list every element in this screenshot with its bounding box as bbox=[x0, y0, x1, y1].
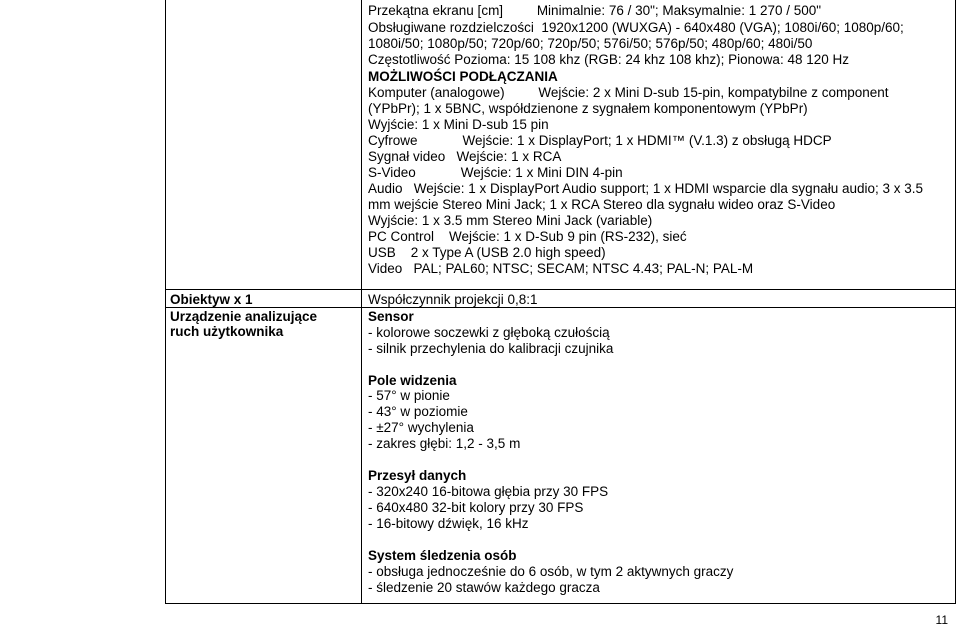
spec-line: Wyjście: 1 x 3.5 mm Stereo Mini Jack (variable) bbox=[368, 213, 653, 228]
table-right-border bbox=[955, 0, 956, 604]
list-item: - 640x480 32-bit kolory przy 30 FPS bbox=[368, 500, 584, 515]
list-item: - obsługa jednocześnie do 6 osób, w tym 2 aktywnych graczy bbox=[368, 564, 734, 579]
spec-line: mm wejście Stereo Mini Jack; 1 x RCA Stereo dla sygnału wideo oraz S-Video bbox=[368, 197, 836, 212]
row-label-urzadzenie: ruch użytkownika bbox=[170, 324, 284, 339]
section-heading: Sensor bbox=[368, 309, 414, 324]
section-heading: Przesył danych bbox=[368, 468, 467, 483]
section-heading: Pole widzenia bbox=[368, 373, 457, 388]
spec-line: Obsługiwane rozdzielczości 1920x1200 (WUXGA) - 640x480 (VGA); 1080i/60; 1080p/60; bbox=[368, 20, 904, 35]
list-item: - 43° w poziomie bbox=[368, 404, 468, 419]
list-item: - 320x240 16-bitowa głębia przy 30 FPS bbox=[368, 484, 609, 499]
list-item: - kolorowe soczewki z głęboką czułością bbox=[368, 325, 610, 340]
page-number: 11 bbox=[935, 613, 948, 627]
list-item: - silnik przechylenia do kalibracji czujnika bbox=[368, 341, 614, 356]
section-heading: System śledzenia osób bbox=[368, 548, 517, 563]
spec-line: Częstotliwość Pozioma: 15 108 khz (RGB: 24 khz 108 khz); Pionowa: 48 120 Hz bbox=[368, 52, 849, 67]
spec-line: Przekątna ekranu [cm] Minimalnie: 76 / 30"; Maksymalnie: 1 270 / 500" bbox=[368, 3, 822, 18]
table-left-border bbox=[165, 0, 166, 604]
spec-line: Video PAL; PAL60; NTSC; SECAM; NTSC 4.43; PAL-N; PAL-M bbox=[368, 261, 754, 276]
table-column-divider bbox=[361, 0, 362, 604]
spec-line: Audio Wejście: 1 x DisplayPort Audio support; 1 x HDMI wsparcie dla sygnału audio; 3 x 3.5 bbox=[368, 181, 924, 196]
section-heading: MOŻLIWOŚCI PODŁĄCZANIA bbox=[368, 69, 558, 84]
row-divider bbox=[165, 307, 956, 308]
spec-line: Cyfrowe Wejście: 1 x DisplayPort; 1 x HDMI™ (V.1.3) z obsługą HDCP bbox=[368, 133, 832, 148]
spec-line: Wyjście: 1 x Mini D-sub 15 pin bbox=[368, 117, 549, 132]
list-item: - śledzenie 20 stawów każdego gracza bbox=[368, 580, 600, 595]
spec-line: 1080i/50; 1080p/50; 720p/60; 720p/50; 576i/50; 576p/50; 480p/60; 480i/50 bbox=[368, 36, 813, 51]
table-bottom-border bbox=[165, 603, 956, 604]
spec-line: S-Video Wejście: 1 x Mini DIN 4-pin bbox=[368, 165, 623, 180]
row-value-obiektyw: Współczynnik projekcji 0,8:1 bbox=[368, 292, 538, 307]
spec-line: Komputer (analogowe) Wejście: 2 x Mini D-sub 15-pin, kompatybilne z component bbox=[368, 85, 889, 100]
row-label-obiektyw: Obiektyw x 1 bbox=[170, 292, 253, 307]
spec-line: Sygnał video Wejście: 1 x RCA bbox=[368, 149, 562, 164]
spec-line: USB 2 x Type A (USB 2.0 high speed) bbox=[368, 245, 606, 260]
spec-line: PC Control Wejście: 1 x D-Sub 9 pin (RS-232), sieć bbox=[368, 229, 687, 244]
row-label-urzadzenie: Urządzenie analizujące bbox=[170, 309, 318, 324]
list-item: - zakres głębi: 1,2 - 3,5 m bbox=[368, 436, 521, 451]
list-item: - 57° w pionie bbox=[368, 388, 450, 403]
spec-line: (YPbPr); 1 x 5BNC, współdzienone z sygnałem komponentowym (YPbPr) bbox=[368, 101, 808, 116]
row-divider bbox=[165, 289, 956, 290]
list-item: - 16-bitowy dźwięk, 16 kHz bbox=[368, 516, 529, 531]
list-item: - ±27° wychylenia bbox=[368, 420, 474, 435]
